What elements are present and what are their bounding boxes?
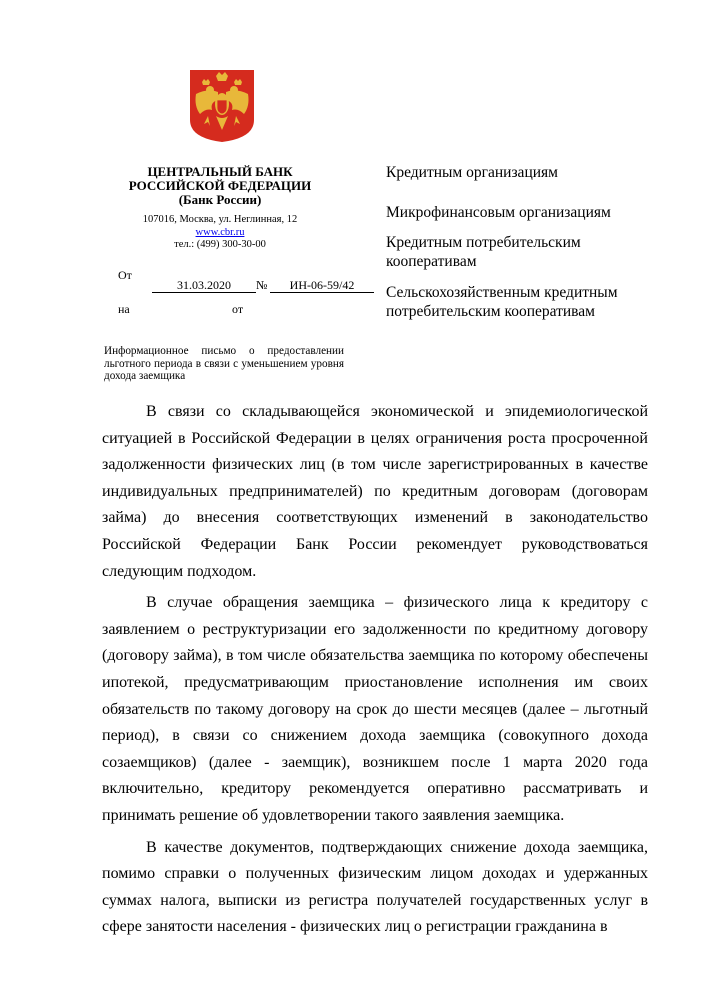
letter-subject: Информационное письмо о предоставлении льготного периода в связи с уменьшением уровня дохода заемщика bbox=[104, 345, 344, 383]
ref-ot-label: от bbox=[232, 302, 244, 316]
body-paragraph: В случае обращения заемщика – физического лица к кредитору с заявлением о реструктуризации его задолженности по кредитному договору (договору займа), в том числе обязательства заемщика по которому обеспечены ипотекой, предусматривающим приостановление исполнения им своих обязательств по такому договору на срок до шести месяцев (далее – льготный период), в связи со снижением дохода заемщика (совокупного дохода созаемщиков) (далее - заемщик), возникшем после 1 марта 2020 года включительно, кредитору рекомендуется оперативно рассматривать и принимать решение об удовлетворении такого заявления заемщика. bbox=[102, 594, 648, 824]
bank-name bbox=[120, 165, 320, 207]
bank-name-line1: ЦЕНТРАЛЬНЫЙ БАНК bbox=[147, 164, 293, 179]
recipient-item: Кредитным организациям bbox=[386, 164, 558, 181]
bank-address: 107016, Москва, ул. Неглинная, 12 bbox=[142, 214, 298, 225]
ref-number-sign: № bbox=[256, 278, 268, 292]
bank-name-line3: (Банк России) bbox=[178, 192, 262, 207]
letter-body bbox=[102, 399, 648, 946]
bank-phone: тел.: (499) 300-30-00 bbox=[174, 239, 266, 250]
body-paragraph: В связи со складывающейся экономической и эпидемиологической ситуацией в Российской Федерации в целях ограничения роста просроченной задолженности физических лиц (в том числе зарегистрированных в качестве индивидуальных предпринимателей) по кредитным договорам (договорам займа) до внесения соответствующих изменений в законодательство Российской Федерации Банк России рекомендует руководствоваться следующим подходом. bbox=[102, 403, 648, 580]
bank-contacts bbox=[120, 214, 320, 252]
bank-website-link[interactable]: www.cbr.ru bbox=[195, 226, 245, 238]
ref-date: 31.03.2020 bbox=[152, 278, 256, 293]
russian-coat-of-arms-icon bbox=[188, 68, 256, 144]
recipient-item: Кредитным потребительским кооперативам bbox=[386, 234, 581, 270]
bank-name-line2: РОССИЙСКОЙ ФЕДЕРАЦИИ bbox=[128, 178, 312, 193]
ref-number: ИН-06-59/42 bbox=[270, 278, 374, 293]
recipient-item: Микрофинансовым организациям bbox=[386, 204, 611, 221]
ref-on-label: на bbox=[118, 302, 130, 316]
recipient-item: Сельскохозяйственным кредитным потребительским кооперативам bbox=[386, 284, 618, 320]
ref-from-label: От bbox=[118, 268, 132, 282]
body-paragraph: В качестве документов, подтверждающих снижение дохода заемщика, помимо справки о полученных физическим лицом доходах и удержанных суммах налога, выписки из регистра получателей государственных услуг в сфере занятости населения - физических лиц о регистрации гражданина в bbox=[102, 838, 648, 936]
